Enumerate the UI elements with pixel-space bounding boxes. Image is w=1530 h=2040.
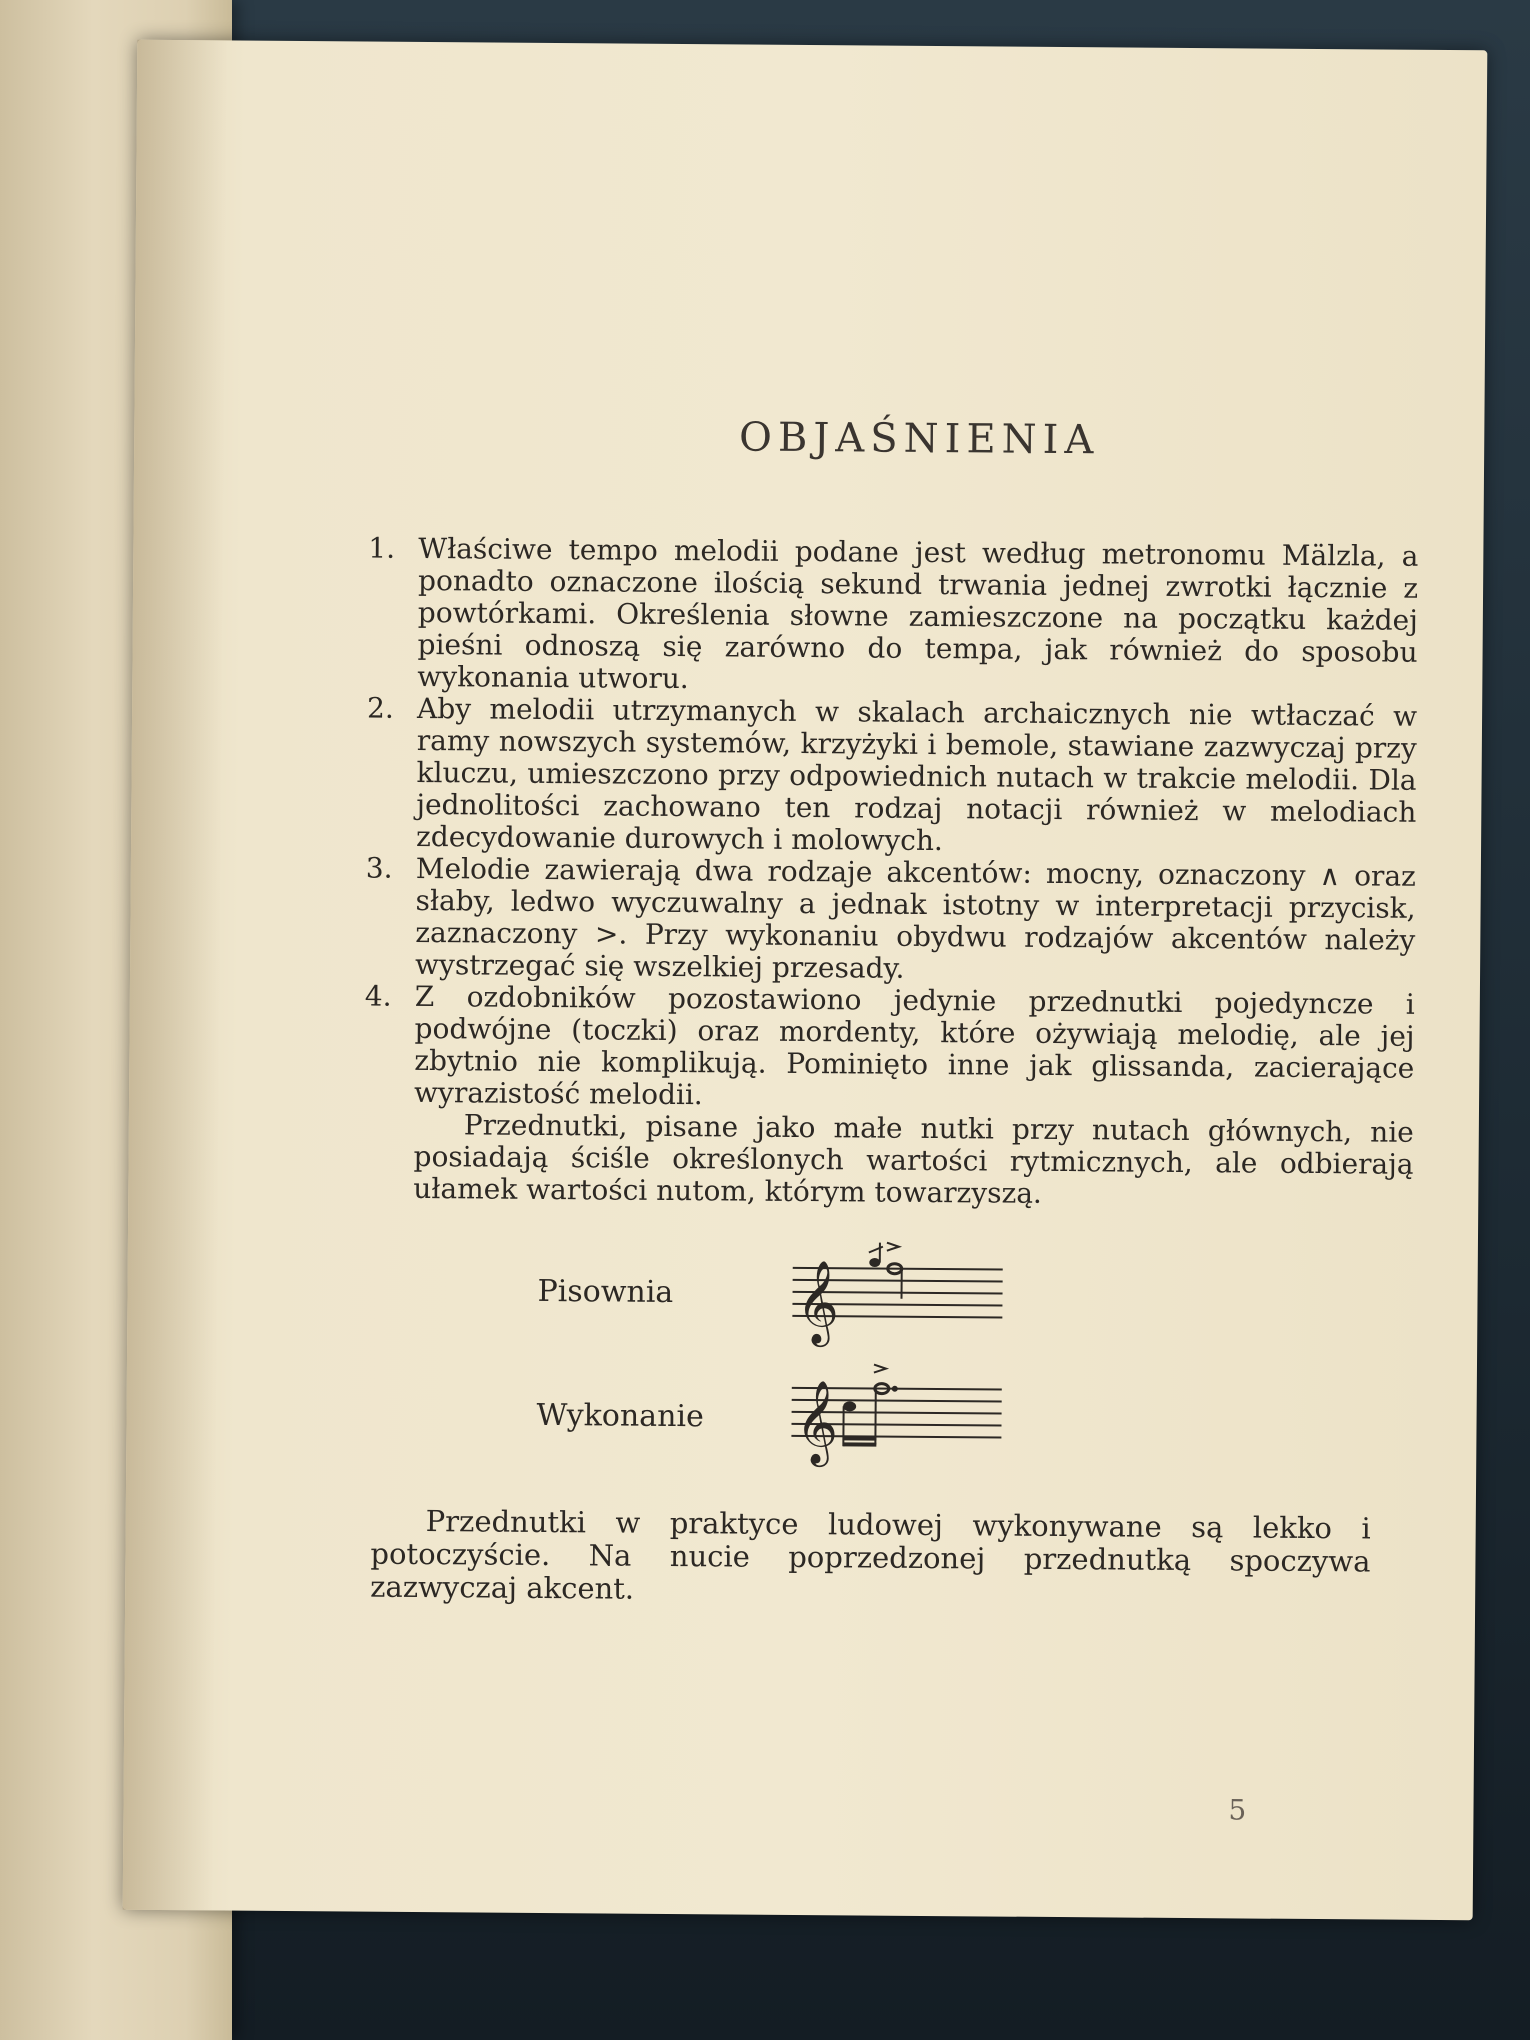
item-text: Właściwe tempo melodii podane jest według metronomu Mälzla, a ponadto oznaczone ilością sekund trwania jednej zwrotki łącznie z powtórkami. Określenia słowne zamieszczone na początku każdej pieśni odnoszą się zarówno do tempa, jak również do sposobu wykonania utworu. [417,531,1419,696]
example-writing [362,1235,1433,1363]
list-item-1 [367,533,1418,701]
list-item-2 [366,693,1417,861]
item-text: Melodie zawierają dwa rodzaje akcentów: mocny, oznaczony ∧ oraz słaby, ledwo wyczuwalny a jednak istotny w interpretacji przycisk, zaznaczony >. Przy wykonaniu obydwu rodzajów akcentów należy wystrzegać się wszelkiej przesady. [414,851,1416,985]
item-text: Z ozdobników pozostawiono jedynie przednutki pojedyncze i podwójne (toczki) oraz mordenty, które ożywiają melodię, ale jej zbytnio nie komplikują. Pominięto inne jak glissanda, zacierające wyrazistość melodii. [413,979,1415,1112]
page-number: 5 [1228,1793,1247,1827]
performance-label: Wykonanie [536,1397,704,1435]
treble-clef-icon: 𝄞 [795,1378,839,1464]
closing-paragraph: Przednutki w praktyce ludowej wykonywane są lekko i potoczyście. Na nucie poprzedzonej przednutką spoczywa zazwyczaj akcent. [370,1504,1371,1606]
item-number: 1. [368,531,396,565]
page-gutter-shadow [123,40,228,1911]
example-performance [361,1355,1432,1483]
page-title: OBJAŚNIENIA [738,414,1100,464]
book-page [123,40,1488,1921]
writing-label: Pisownia [537,1273,674,1310]
list-item-4 [363,981,1415,1213]
item-number: 3. [365,851,393,885]
staff-writing-icon [782,1238,1013,1350]
item-text: Aby melodii utrzymanych w skalach archaicznych nie wtłaczać w ramy nowszych systemów, krzyżyki i bemole, stawiane zazwyczaj przy kluczu, umieszczono przy odpowiednich nutach w trakcie melodii. Dla jednolitości zachowano ten rodzaj notacji również w melodiach zdecydowanie durowych i molowych. [415,691,1418,858]
item-4-paragraph: Przednutki, pisane jako małe nutki przy nutach głównych, nie posiadają ściśle określonych wartości rytmicznych, ale odbierają ułamek wartości nutom, którym towarzyszą. [413,1108,1414,1210]
staff-performance-icon [781,1358,1012,1470]
treble-clef-icon: 𝄞 [796,1258,840,1344]
list-item-3 [365,853,1416,989]
page-content [310,411,1439,1612]
item-number: 2. [366,691,394,725]
item-number: 4. [364,979,392,1013]
